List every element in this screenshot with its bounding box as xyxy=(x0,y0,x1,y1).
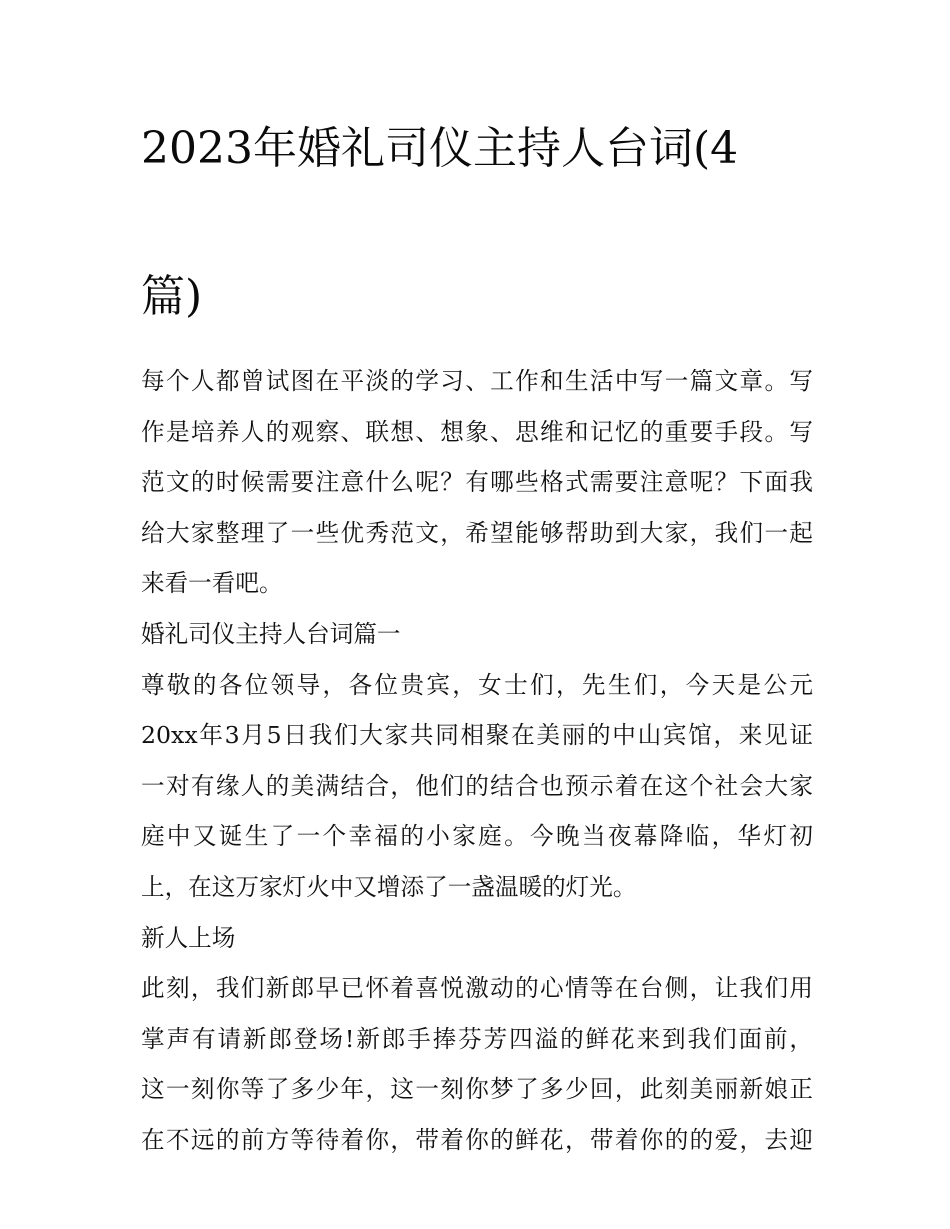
text-line: 范文的时候需要注意什么呢？有哪些格式需要注意呢？下面我 xyxy=(141,468,813,497)
text-line: 一对有缘人的美满结合，他们的结合也预示着在这个社会大家 xyxy=(141,771,813,800)
title-line-2: 篇) xyxy=(141,271,203,322)
heading-line: 新人上场 xyxy=(141,923,236,952)
text-line: 作是培养人的观察、联想、想象、思维和记忆的重要手段。写 xyxy=(141,417,813,446)
text-line: 20xx年3月5日我们大家共同相聚在美丽的中山宾馆，来见证 xyxy=(141,721,813,750)
text-line: 上，在这万家灯火中又增添了一盏温暖的灯光。 xyxy=(141,872,637,901)
text-line: 庭中又诞生了一个幸福的小家庭。今晚当夜幕降临，华灯初 xyxy=(141,822,813,851)
heading-line: 婚礼司仪主持人台词篇一 xyxy=(141,619,401,648)
text-line: 来看一看吧。 xyxy=(141,569,283,598)
text-line: 每个人都曾试图在平淡的学习、工作和生活中写一篇文章。写 xyxy=(141,367,813,395)
text-line: 掌声有请新郎登场!新郎手捧芬芳四溢的鲜花来到我们面前， xyxy=(141,1024,813,1053)
document-body xyxy=(141,356,813,1166)
document-title xyxy=(141,112,813,334)
section-1-paragraph xyxy=(141,660,813,913)
intro-paragraph xyxy=(141,356,813,609)
text-line: 此刻，我们新郎早已怀着喜悦激动的心情等在台侧，让我们用 xyxy=(141,974,813,1003)
text-line: 给大家整理了一些优秀范文，希望能够帮助到大家，我们一起 xyxy=(141,518,813,547)
text-line: 在不远的前方等待着你，带着你的鲜花，带着你的的爱，去迎 xyxy=(141,1125,813,1154)
document-page xyxy=(141,112,813,1166)
section-heading-2 xyxy=(141,913,813,964)
section-2-paragraph xyxy=(141,963,813,1165)
title-line-1: 2023年婚礼司仪主持人台词(4 xyxy=(141,123,739,174)
text-line: 尊敬的各位领导，各位贵宾，女士们，先生们，今天是公元 xyxy=(141,670,813,699)
section-heading-1 xyxy=(141,609,813,660)
text-line: 这一刻你等了多少年，这一刻你梦了多少回，此刻美丽新娘正 xyxy=(141,1075,813,1104)
